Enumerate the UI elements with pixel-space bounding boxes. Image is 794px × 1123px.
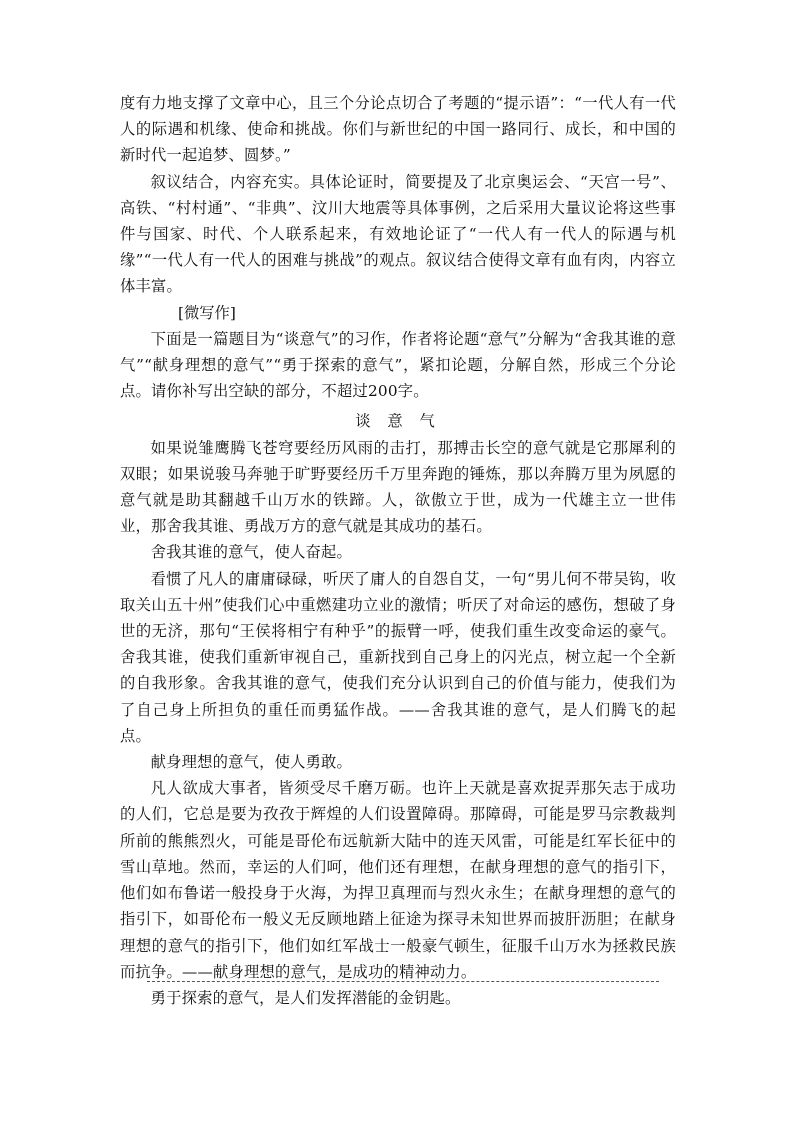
section-label: [微写作] [178,303,236,322]
essay-subpoint-3: 勇于探索的意气，是人们发挥潜能的金钥匙。 [150,988,461,1007]
essay-title: 谈 意 气 [355,412,441,431]
essay-paragraph-1: 看惯了凡人的庸庸碌碌，听厌了庸人的自怨自艾，一句“男儿何不带吴钩，收取关山五十州”使我们心中重燃建功立业的激情；听厌了对命运的感伤，想破了身世的无济，那句“王侯将相宁有种乎”的振臂一呼，使我们重生改变命运的豪气。舍我其谁，使我们重新审视自己，重新找到自己身上的闪光点，树立起一个全新的自我形象。舍我其谁的意气，使我们充分认识到自己的价值与能力，使我们为了自己身上所担负的重任而勇猛作战。——舍我其谁的意气，是人们腾飞的起点。 [120,569,676,745]
paragraph-analysis-1: 度有力地支撑了文章中心，且三个分论点切合了考题的“提示语”：“一代人有一代人的际遇和机缘、使命和挑战。你们与新世纪的中国一路同行、成长，和中国的新时代一起追梦、圆梦。” [120,94,676,165]
prompt-paragraph: 下面是一篇题目为“谈意气”的习作，作者将论题“意气”分解为“舍我其谁的意气”“献身理想的意气”“勇于探索的意气”，紧扣论题，分解自然，形成三个分论点。请你补写出空缺的部分，不超过200字。 [120,329,676,401]
paragraph-analysis-2: 叙议结合，内容充实。具体论证时，简要提及了北京奥运会、“天宫一号”、高铁、“村村通”、“非典”、汶川大地震等具体事例，之后采用大量议论将这些事件与国家、时代、个人联系起来，有效地论证了“一代人有一代人的际遇与机缘”“一代人有一代人的困难与挑战”的观点。叙议结合使得文章有血有肉，内容立体丰富。 [120,172,676,296]
essay-subpoint-1: 舍我其谁的意气，使人奋起。 [150,543,353,562]
essay-paragraph-2: 凡人欲成大事者，皆须受尽千磨万砺。也许上天就是喜欢捉弄那矢志于成功的人们，它总是要为孜孜于辉煌的人们设置障碍。那障碍，可能是罗马宗教裁判所前的熊熊烈火，可能是哥伦布远航新大陆中的连天风雷，可能是红军长征中的雪山草地。然而，幸运的人们呵，他们还有理想，在献身理想的意气的指引下，他们如布鲁诺一般投身于火海，为捍卫真理而与烈火永生；在献身理想的意气的指引下，如哥伦布一般义无反顾地踏上征途为探寻未知世界而披肝沥胆；在献身理想的意气的指引下，他们如红军战士一般豪气顿生，征服千山万水为拯救民族而抗争。——献身理想的意气，是成功的精神动力。 [120,779,676,981]
essay-paragraph-intro: 如果说雏鹰腾飞苍穹要经历风雨的击打，那搏击长空的意气就是它那犀利的双眼；如果说骏马奔驰于旷野要经历千万里奔跑的锤炼，那以奔腾万里为夙愿的意气就是助其翻越千山万水的铁蹄。人，欲傲立于世，成为一代雄主立一世伟业，那舍我其谁、勇战万方的意气就是其成功的基石。 [120,438,676,536]
document-body [120,90,676,1011]
answer-blank-line[interactable] [147,981,659,982]
essay-subpoint-2: 献身理想的意气，使人勇敢。 [150,753,353,772]
